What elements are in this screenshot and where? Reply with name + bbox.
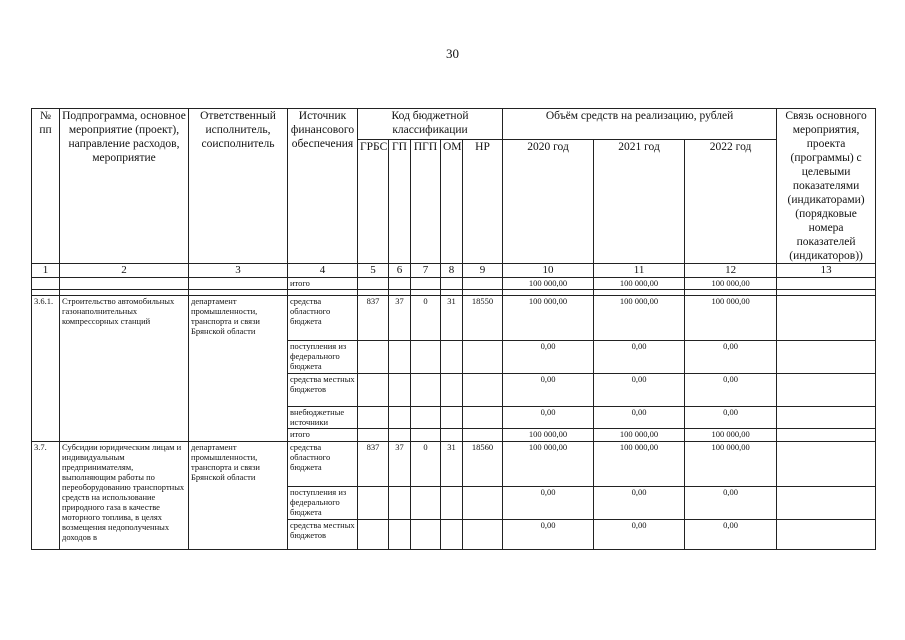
code-om: 31 [441,296,463,341]
column-number-row [32,264,876,278]
source-cell: поступления из федерального бюджета [288,341,358,374]
header-no: № пп [32,109,60,264]
item-name: Строительство автомобильных газонаполнительных компрессорных станций [60,296,189,442]
code-np [463,374,503,407]
amount-2022: 0,00 [685,487,777,520]
code-np: 18560 [463,442,503,487]
indicator-link-cell [777,341,876,374]
code-np [463,407,503,429]
source-cell: средства местных бюджетов [288,374,358,407]
amount-2020: 100 000,00 [503,429,594,442]
code-np [463,341,503,374]
column-number: 1 [32,264,60,278]
indicator-link-cell [777,374,876,407]
amount-2022: 0,00 [685,374,777,407]
code-om [441,487,463,520]
code-grbs [358,374,389,407]
amount-2021: 0,00 [594,374,685,407]
page-number: 30 [446,46,459,61]
amount-2021: 0,00 [594,487,685,520]
code-np [463,429,503,442]
code-om [441,407,463,429]
amount-2020: 0,00 [503,374,594,407]
column-number: 10 [503,264,594,278]
item-number: 3.6.1. [32,296,60,442]
amount-2021: 100 000,00 [594,296,685,341]
amount-2020: 100 000,00 [503,442,594,487]
code-pgp [411,487,441,520]
code-gp [389,374,411,407]
source-cell: средства областного бюджета [288,442,358,487]
code-grbs: 837 [358,296,389,341]
code-grbs [358,429,389,442]
column-number: 4 [288,264,358,278]
column-number: 12 [685,264,777,278]
column-number: 7 [411,264,441,278]
column-number: 6 [389,264,411,278]
header-source: Источник финансового обеспечения [288,109,358,264]
header-program: Подпрограмма, основное мероприятие (проект), направление расходов, мероприятие [60,109,189,264]
code-gp: 37 [389,442,411,487]
code-grbs [358,520,389,550]
item-row [32,296,876,341]
amount-2022: 0,00 [685,520,777,550]
source-cell: поступления из федерального бюджета [288,487,358,520]
code-pgp [411,520,441,550]
amount-2021: 100 000,00 [594,278,685,290]
amount-2022: 100 000,00 [685,278,777,290]
amount-2020: 100 000,00 [503,278,594,290]
source-cell: средства областного бюджета [288,296,358,341]
column-number: 8 [441,264,463,278]
code-om [441,341,463,374]
amount-2022: 0,00 [685,341,777,374]
code-grbs: 837 [358,442,389,487]
code-np: 18550 [463,296,503,341]
code-np [463,520,503,550]
indicator-link-cell [777,520,876,550]
indicator-link-cell [777,296,876,341]
column-number: 9 [463,264,503,278]
amount-2022: 100 000,00 [685,296,777,341]
column-number: 13 [777,264,876,278]
header-volume: Объём средств на реализацию, рублей [503,109,777,140]
header-executor: Ответственный исполнитель, соисполнитель [189,109,288,264]
code-pgp: 0 [411,442,441,487]
code-np [463,487,503,520]
column-number: 11 [594,264,685,278]
source-cell: итого [288,278,358,290]
amount-2021: 0,00 [594,407,685,429]
code-gp [389,520,411,550]
budget-table [31,108,876,550]
header-link: Связь основного мероприятия, проекта (программы) с целевыми показателями (индикаторами) (порядковые номера показателей (индикаторов)) [777,109,876,264]
column-number: 3 [189,264,288,278]
code-om [441,374,463,407]
amount-2020: 0,00 [503,407,594,429]
indicator-link-cell [777,407,876,429]
item-name: Субсидии юридическим лицам и индивидуальным предпринимателям, выполняющим работы по переоборудованию транспортных средств на использование природного газа в качестве моторного топлива, в целях возмещения недополученных доходов в [60,442,189,550]
code-grbs [358,407,389,429]
code-gp [389,341,411,374]
amount-2022: 0,00 [685,407,777,429]
column-number: 5 [358,264,389,278]
code-pgp [411,374,441,407]
code-pgp: 0 [411,296,441,341]
source-cell: средства местных бюджетов [288,520,358,550]
amount-2022: 100 000,00 [685,442,777,487]
item-number: 3.7. [32,442,60,550]
code-om: 31 [441,442,463,487]
amount-2021: 0,00 [594,341,685,374]
code-gp: 37 [389,296,411,341]
code-gp [389,407,411,429]
indicator-link-cell [777,429,876,442]
code-grbs [358,341,389,374]
top-total-row [32,278,876,290]
item-executor: департамент промышленности, транспорта и связи Брянской области [189,442,288,550]
code-pgp [411,341,441,374]
amount-2021: 0,00 [594,520,685,550]
item-executor: департамент промышленности, транспорта и связи Брянской области [189,296,288,442]
code-grbs [358,487,389,520]
source-cell: внебюджетные источники [288,407,358,429]
code-om [441,520,463,550]
header-pgp: ПГП [411,140,441,264]
amount-2020: 0,00 [503,487,594,520]
header-np: НР [463,140,503,264]
header-2021: 2021 год [594,140,685,264]
indicator-link-cell [777,442,876,487]
item-row [32,442,876,487]
code-pgp [411,407,441,429]
amount-2020: 0,00 [503,341,594,374]
amount-2021: 100 000,00 [594,442,685,487]
header-grbs: ГРБС [358,140,389,264]
header-gp: ГП [389,140,411,264]
code-pgp [411,429,441,442]
indicator-link-cell [777,487,876,520]
amount-2022: 100 000,00 [685,429,777,442]
code-gp [389,487,411,520]
header-budget-code: Код бюджетной классификации [358,109,503,140]
code-gp [389,429,411,442]
header-2022: 2022 год [685,140,777,264]
header-om: ОМ [441,140,463,264]
amount-2020: 0,00 [503,520,594,550]
column-number: 2 [60,264,189,278]
amount-2021: 100 000,00 [594,429,685,442]
code-om [441,429,463,442]
header-2020: 2020 год [503,140,594,264]
source-cell: итого [288,429,358,442]
amount-2020: 100 000,00 [503,296,594,341]
